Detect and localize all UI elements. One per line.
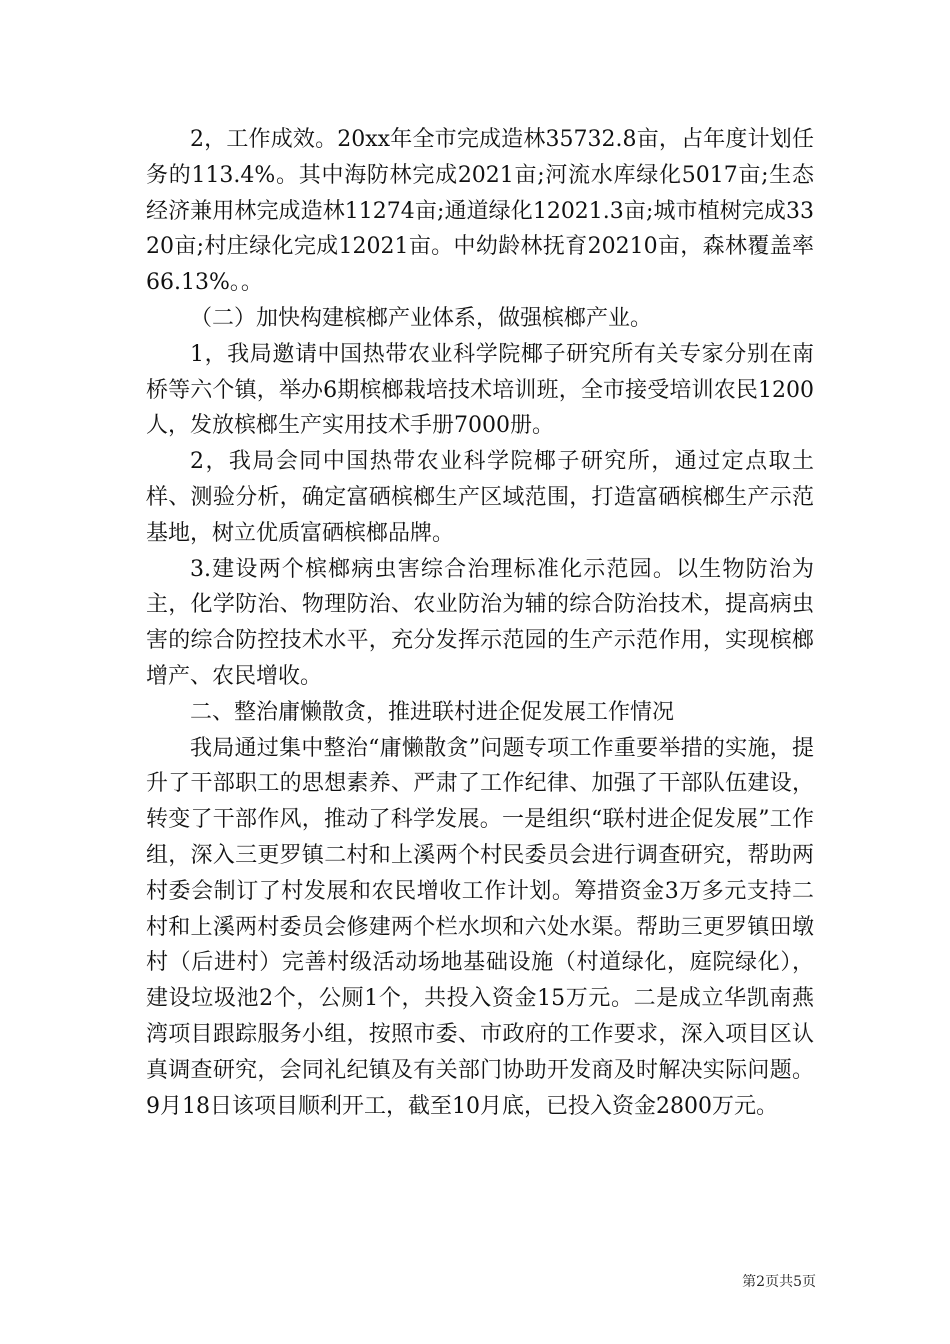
- section-heading-betel-nut-industry: （二）加快构建槟榔产业体系，做强槟榔产业。: [190, 305, 653, 331]
- paragraph-work-results: 2，工作成效。20xx年全市完成造林35732.8亩，占年度计划任务的113.4%。其中海防林完成2021亩;河流水库绿化5017亩;生态经济兼用林完成造林11274亩;通道绿化12021.3亩;城市植树完成3320亩;村庄绿化完成12021亩。中幼龄林抚育20210亩，森林覆盖率66.13%。。: [146, 127, 814, 296]
- section-heading-rectification: 二、整治庸懒散贪，推进联村进企促发展工作情况: [190, 699, 675, 725]
- page-number: 第2页共5页: [742, 1274, 816, 1290]
- paragraph-training: 1，我局邀请中国热带农业科学院椰子研究所有关专家分别在南桥等六个镇，举办6期槟榔栽培技术培训班，全市接受培训农民1200人，发放槟榔生产实用技术手册7000册。: [146, 341, 814, 439]
- paragraph-rectification-details: 我局通过集中整治“庸懒散贪”问题专项工作重要举措的实施，提升了干部职工的思想素养、严肃了工作纪律、加强了干部队伍建设，转变了干部作风，推动了科学发展。一是组织“联村进企促发展”工作组，深入三更罗镇二村和上溪两个村民委员会进行调查研究，帮助两村委会制订了村发展和农民增收工作计划。筹措资金3万多元支持二村和上溪两村委员会修建两个栏水坝和六处水渠。帮助三更罗镇田墩村（后进村）完善村级活动场地基础设施（村道绿化，庭院绿化），建设垃圾池2个，公厕1个，共投入资金15万元。二是成立华凯南燕湾项目跟踪服务小组，按照市委、市政府的工作要求，深入项目区认真调查研究，会同礼纪镇及有关部门协助开发商及时解决实际问题。9月18日该项目顺利开工，截至10月底，已投入资金2800万元。: [146, 735, 814, 1119]
- paragraph-selenium-betel-nut: 2，我局会同中国热带农业科学院椰子研究所，通过定点取土样、测验分析，确定富硒槟榔生产区域范围，打造富硒槟榔生产示范基地，树立优质富硒槟榔品牌。: [146, 449, 814, 546]
- document-body: [146, 122, 814, 1124]
- paragraph-pest-control-demo: 3.建设两个槟榔病虫害综合治理标准化示范园。以生物防治为主，化学防治、物理防治、农业防治为辅的综合防治技术，提高病虫害的综合防控技术水平，充分发挥示范园的生产示范作用，实现槟榔增产、农民增收。: [146, 556, 814, 689]
